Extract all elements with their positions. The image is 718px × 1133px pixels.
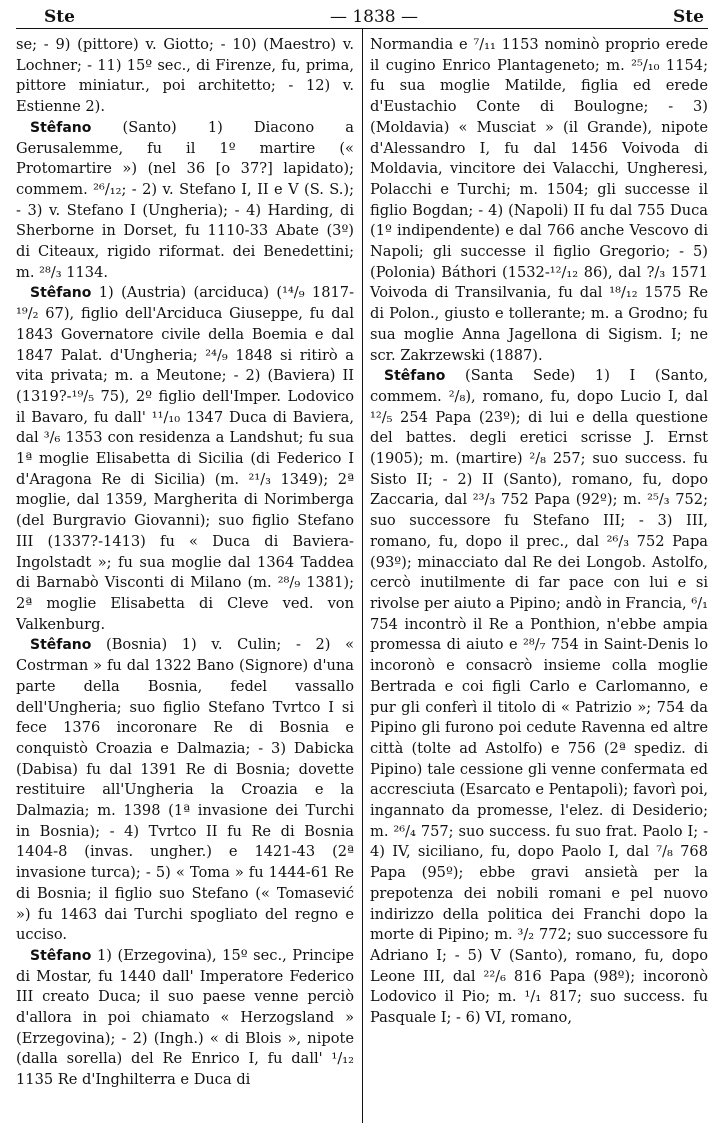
entry-text: (Santo) 1) Diacono a Gerusalemme, fu il 1º martire (« Protomartire ») (nel 36 [o 37?] lapidato); commem. ²⁶/₁₂; - 2) v. Stefano I, II e V (S. S.); - 3) v. Stefano I (Ungheria); - 4) Harding, di Sherborne in Dorset, fu 1110-33 Abate (3º) di Citeaux, rigido riformat. dei Benedettini; m. ²⁸/₃ 1134. <box>16 118 354 281</box>
page-number: — 1838 — <box>329 7 419 27</box>
entry-headword: Stêfano <box>30 285 92 302</box>
two-column-body <box>16 35 708 1123</box>
entry-text: (Bosnia) 1) v. Culin; - 2) « Costrman » fu dal 1322 Bano (Signore) d'una parte della Bosnia, fedel vassallo dell'Ungheria; suo figlio Stefano Tvrtco I si fece 1376 incoronare Re di Bosnia e conquistò Croazia e Dalmazia; - 3) Dabicka (Dabisa) fu dal 1391 Re di Bosnia; dovette restituire all'Ungheria la Croazia e la Dalmazia; m. 1398 (1ª invasione dei Turchi in Bosnia); - 4) Tvrtco II fu Re di Bosnia 1404-8 (invas. ungher.) e 1421-43 (2ª invasione turca); - 5) « Toma » fu 1444-61 Re di Bosnia; il figlio suo Stefano (« Tomasević ») fu 1463 dai Turchi spogliato del regno e ucciso. <box>16 636 354 944</box>
header-right-word: Ste <box>673 7 704 27</box>
entry-stefano-santo <box>16 118 354 284</box>
left-column <box>16 35 362 1123</box>
entry-headword: Stêfano <box>30 119 92 136</box>
continuation-paragraph: se; - 9) (pittore) v. Giotto; - 10) (Maestro) v. Lochner; - 11) 15º sec., di Firenze, fu, prima, pittore miniatur., poi architetto; - 12) v. Estienne 2). <box>16 36 354 116</box>
header-left-word: Ste <box>44 7 75 27</box>
entry-text: 1) (Austria) (arciduca) (¹⁴/₉ 1817-¹⁹/₂ 67), figlio dell'Arciduca Giuseppe, fu dal 1843 Governatore civile della Boemia e dal 1847 Palat. d'Ungheria; ²⁴/₉ 1848 si ritirò a vita privata; m. a Meutone; - 2) (Baviera) II (1319?-¹⁹/₅ 75), 2º figlio dell'Imper. Lodovico il Bavaro, fu dall' ¹¹/₁₀ 1347 Duca di Baviera, dal ³/₆ 1353 con residenza a Landshut; fu sua 1ª moglie Elisabetta di Sicilia (di Federico I d'Aragona Re di Sicilia) (m. ²¹/₃ 1349); 2ª moglie, dal 1359, Margherita di Norimberga (del Burgravio Giovanni); suo figlio Stefano III (1337?-1413) fu « Duca di Baviera-Ingolstadt »; fu sua moglie dal 1364 Taddea di Barnabò Visconti di Milano (m. ²⁸/₉ 1381); 2ª moglie Elisabetta di Cleve ved. von Valkenburg. <box>16 284 354 633</box>
entry-headword: Stêfano <box>30 947 92 964</box>
entry-stefano-austria <box>16 283 354 635</box>
column-divider <box>362 29 363 1123</box>
page-header <box>16 6 708 29</box>
entry-text: 1) (Erzegovina), 15º sec., Principe di Mostar, fu 1440 dall' Imperatore Federico III creato Duca; il suo paese venne perciò d'allora in poi chiamato « Herzogsland » (Erzegovina); - 2) (Ingh.) « di Blois », nipote (dalla sorella) del Re Enrico I, fu dall' ¹/₁₂ 1135 Re d'Inghilterra e Duca di <box>16 946 354 1089</box>
entry-stefano-santa-sede <box>370 366 708 1029</box>
continuation-paragraph: Normandia e ⁷/₁₁ 1153 nominò proprio erede il cugino Enrico Plantageneto; m. ²⁵/₁₀ 1154; fu sua moglie Matilde, figlia ed erede d'Eustachio Conte di Boulogne; - 3) (Moldavia) « Musciat » (il Grande), nipote d'Alessandro I, fu dal 1456 Voivoda di Moldavia, vincitore dei Valacchi, Ungheresi, Polacchi e Turchi; m. 1504; gli successe il figlio Bogdan; - 4) (Napoli) II fu dal 755 Duca (1º indipendente) e dal 766 anche Vescovo di Napoli; gli successe il figlio Gregorio; - 5) (Polonia) Báthori (1532-¹²/₁₂ 86), dal ?/₃ 1571 Voivoda di Transilvania, fu dal ¹⁸/₁₂ 1575 Re di Polon., giusto e tollerante; m. a Grodno; fu sua moglie Anna Jagellona di Sigism. I; ne scr. Zakrzewski (1887). <box>370 36 708 364</box>
right-column <box>362 35 708 1123</box>
entry-stefano-bosnia <box>16 635 354 946</box>
entry-stefano-erzegovina <box>16 946 354 1091</box>
entry-headword: Stêfano <box>384 368 446 385</box>
entry-text: (Santa Sede) 1) I (Santo, commem. ²/₈), romano, fu, dopo Lucio I, dal ¹²/₅ 254 Papa (23º); di lui e della questione del battes. degli eretici scrisse J. Ernst (1905); m. (martire) ²/₈ 257; suo success. fu Sisto II; - 2) II (Santo), romano, fu, dopo Zaccaria, dal ²³/₃ 752 Papa (92º); m. ²⁵/₃ 752; suo successore fu Stefano III; - 3) III, romano, fu, dopo il prec., dal ²⁶/₃ 752 Papa (93º); minacciato dal Re dei Longob. Astolfo, cercò inutilmente di far pace con lui e si rivolse per aiuto a Pipino; andò in Francia, ⁶/₁ 754 incontrò il Re a Ponthion, n'ebbe ampia promessa di aiuto e ²⁸/₇ 754 in Saint-Denis lo incoronò e consacrò insieme colla moglie Bertrada e coi figli Carlo e Carlomanno, e pur gli conferì il titolo di « Patrizio »; 754 da Pipino gli furono poi cedute Ravenna ed altre città (tolte ad Astolfo) e 756 (2ª spediz. di Pipino) tale cessione gli venne confermata ed accresciuta (Esarcato e Pentapoli); favorì poi, ingannato da promesse, l'elez. di Desiderio; m. ²⁶/₄ 757; suo success. fu suo frat. Paolo I; - 4) IV, siciliano, fu, dopo Paolo I, dal ⁷/₈ 768 Papa (95º); ebbe gravi ansietà per la prepotenza dei nobili romani e pel nuovo indirizzo della politica dei Franchi dopo la morte di Pipino; m. ³/₂ 772; suo successore fu Adriano I; - 5) V (Santo), romano, fu, dopo Leone III, dal ²²/₆ 816 Papa (98º); incoronò Lodovico il Pio; m. ¹/₁ 817; suo success. fu Pasquale I; - 6) VI, romano, <box>370 367 708 1027</box>
entry-headword: Stêfano <box>30 637 92 654</box>
